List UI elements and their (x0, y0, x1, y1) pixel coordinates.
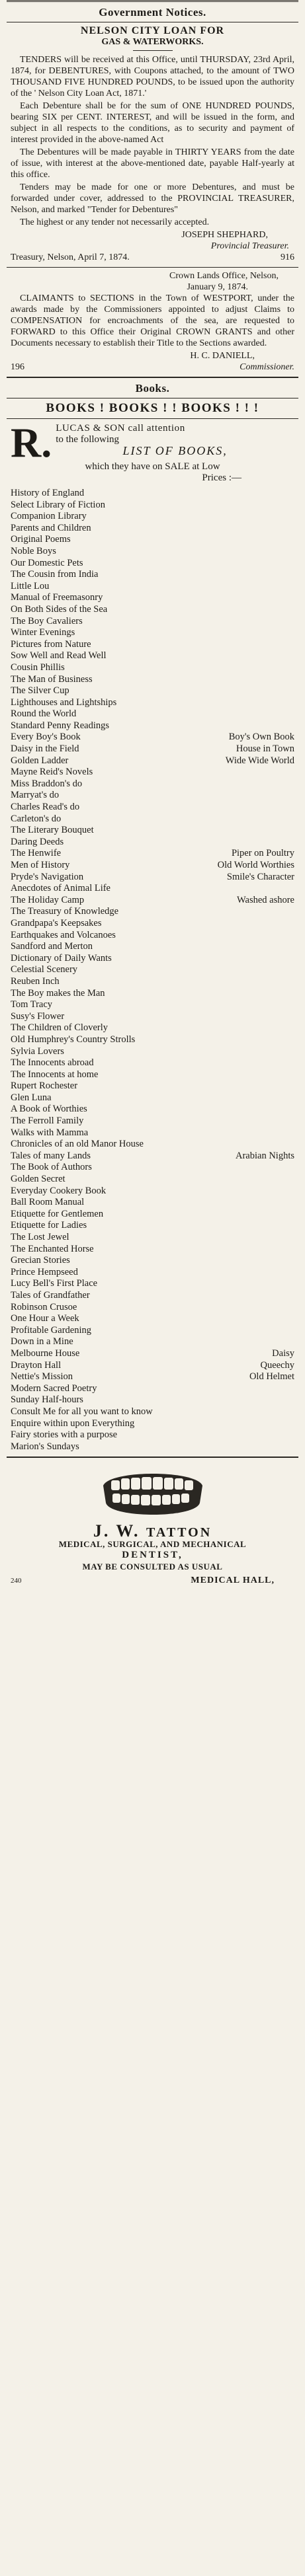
book-title: Etiquette for Gentlemen (11, 1208, 104, 1219)
book-title: Tom Tracy (11, 999, 53, 1010)
book-title: Susy's Flower (11, 1010, 65, 1022)
book-title: Melbourne House (11, 1347, 80, 1359)
book-title: Daisy in the Field (11, 743, 79, 755)
book-title: Boy's Own Book (228, 732, 294, 743)
dentist-line: MAY BE CONSULTED AS USUAL (82, 1562, 223, 1572)
book-title: Original Poems (11, 534, 71, 545)
loan-footer (11, 252, 294, 263)
book-list-row (11, 883, 294, 895)
loan-signatory-title: Provincial Treasurer. (210, 241, 289, 251)
book-title: Queechy (260, 1359, 294, 1371)
book-list-row (11, 1046, 294, 1058)
book-list-row (11, 1429, 294, 1441)
crown-signatory: H. C. DANIELL, (190, 351, 255, 361)
book-list-row (11, 581, 294, 593)
book-list-row (11, 1244, 294, 1256)
books-advertisement (3, 398, 302, 1453)
book-title: The Children of Cloverly (11, 1022, 108, 1034)
loan-signatory: JOSEPH SHEPHARD, (181, 230, 268, 240)
book-title: Everyday Cookery Book (11, 1185, 107, 1196)
book-title: Down in a Mine (11, 1336, 73, 1347)
book-list-row (11, 767, 294, 778)
book-list-row (11, 1011, 294, 1023)
book-list (3, 488, 302, 1453)
crown-date-line: January 9, 1874. (187, 282, 248, 292)
book-title: History of England (11, 488, 85, 498)
book-title: Tales of many Lands (11, 1150, 91, 1161)
book-list-row (11, 1255, 294, 1267)
book-title: Consult Me for all you want to know (11, 1406, 153, 1417)
book-list-row (11, 825, 294, 837)
book-list-row (11, 1022, 294, 1034)
book-title: The Innocents at home (11, 1069, 99, 1080)
book-list-row (11, 1371, 294, 1383)
book-list-row (11, 500, 294, 511)
book-list-row (11, 1197, 294, 1209)
book-title: Pictures from Nature (11, 638, 91, 650)
book-title: Glen Luna (11, 1092, 52, 1103)
book-title: Sandford and Merton (11, 941, 93, 952)
book-title: Daisy (272, 1347, 294, 1359)
loan-paragraph: The Debentures will be made payable in THIRTY YEARS from the date of issue, with interest at the above-mentioned date, payable Half-yearly at this office. (11, 147, 294, 180)
loan-advertisement (3, 22, 302, 267)
list-heading: LIST OF BOOKS, (122, 444, 228, 457)
book-list-row (11, 523, 294, 535)
book-title: Marryat's do (11, 790, 60, 801)
book-title: Smile's Character (226, 871, 294, 882)
book-title: Celestial Scenery (11, 964, 78, 975)
book-title: Charles Read's do (11, 802, 80, 813)
book-title: The Ferroll Family (11, 1116, 84, 1127)
book-title: Fairy stories with a purpose (11, 1429, 118, 1441)
book-title: Arabian Nights (236, 1150, 294, 1161)
book-title: Men of History (11, 860, 70, 870)
book-title: Old Helmet (249, 1371, 294, 1383)
book-list-row (11, 650, 294, 662)
book-list-row (11, 860, 294, 872)
book-list-row (11, 616, 294, 628)
book-list-row (11, 802, 294, 814)
book-list-row (11, 1406, 294, 1418)
book-list-row (11, 930, 294, 942)
book-title: The Literary Bouquet (11, 825, 94, 836)
section-heading-government: Government Notices. (99, 6, 206, 19)
book-list-row (11, 674, 294, 686)
book-title: Rupert Rochester (11, 1080, 78, 1092)
loan-ad-number: 916 (281, 252, 294, 262)
dentures-icon (97, 1466, 209, 1523)
section-heading-books: Books. (135, 382, 170, 395)
book-list-row (11, 1209, 294, 1221)
book-list-row (11, 964, 294, 976)
short-rule (133, 50, 173, 51)
book-title: Round the World (11, 708, 77, 720)
crown-footer (11, 361, 294, 373)
book-list-row (11, 488, 294, 500)
book-title: Sylvia Lovers (11, 1045, 64, 1057)
book-list-row (11, 1174, 294, 1186)
book-title: Old Humphrey's Country Strolls (11, 1034, 136, 1045)
book-list-row (11, 1057, 294, 1069)
loan-title: NELSON CITY LOAN FOR (80, 25, 225, 36)
book-list-row (11, 895, 294, 907)
book-title: Our Domestic Pets (11, 557, 83, 568)
book-title: Mayne Reid's Novels (11, 767, 93, 778)
book-list-row (11, 1348, 294, 1360)
loan-place-date: Treasury, Nelson, April 7, 1874. (11, 252, 130, 262)
book-title: The Innocents abroad (11, 1057, 94, 1069)
book-title: Piper on Poultry (231, 848, 294, 859)
book-title: Companion Library (11, 511, 87, 522)
book-list-row (11, 1360, 294, 1372)
dentist-location: MEDICAL HALL, (191, 1575, 275, 1586)
book-list-row (11, 1383, 294, 1395)
book-list-row (11, 755, 294, 767)
book-title: Reuben Inch (11, 975, 60, 987)
dentist-surname: TATTON (146, 1525, 212, 1540)
book-title: Daring Deeds (11, 836, 64, 847)
book-list-row (11, 1139, 294, 1151)
book-list-row (11, 941, 294, 953)
book-title: Little Lou (11, 580, 50, 591)
books-intro-line: LUCAS & SON call attention (56, 423, 185, 434)
book-title: Grandpapa's Keepsakes (11, 917, 102, 928)
book-title: Every Boy's Book (11, 732, 81, 743)
book-list-row (11, 1394, 294, 1406)
book-title: Drayton Hall (11, 1359, 62, 1371)
book-title: Golden Ladder (11, 755, 69, 766)
book-list-row (11, 558, 294, 570)
book-list-row (11, 814, 294, 825)
dentist-ad-number: 240 (11, 1577, 22, 1585)
book-list-row (11, 1220, 294, 1232)
books-sale-line: Prices :— (202, 473, 241, 483)
book-title: Noble Boys (11, 545, 56, 556)
loan-subtitle: GAS & WATERWORKS. (101, 37, 204, 47)
book-title: House in Town (236, 743, 294, 755)
book-list-row (11, 906, 294, 918)
book-list-row (11, 1034, 294, 1046)
dentist-initials: J. W. (93, 1521, 140, 1541)
book-title: Wide Wide World (225, 755, 294, 766)
book-list-row (11, 1278, 294, 1290)
book-title: The Book of Authors (11, 1162, 92, 1173)
book-title: Sow Well and Read Well (11, 650, 107, 662)
book-title: A Book of Worthies (11, 1104, 87, 1115)
book-title: Carleton's do (11, 813, 62, 824)
book-list-row (11, 953, 294, 965)
book-list-row (11, 1092, 294, 1104)
book-list-row (11, 720, 294, 732)
book-title: The Henwife (11, 848, 62, 859)
book-list-row (11, 1104, 294, 1116)
book-title: Golden Secret (11, 1174, 65, 1185)
book-title: Tales of Grandfather (11, 1289, 90, 1301)
book-list-row (11, 1336, 294, 1348)
book-list-row (11, 511, 294, 523)
book-title: Manual of Freemasonry (11, 592, 103, 603)
book-list-row (11, 662, 294, 674)
crown-lands-advertisement (3, 268, 302, 377)
book-title: Lucy Bell's First Place (11, 1278, 98, 1289)
book-title: One Hour a Week (11, 1313, 79, 1324)
book-title: Robinson Crusoe (11, 1301, 77, 1312)
book-title: Enquire within upon Everything (11, 1418, 135, 1429)
book-list-row (11, 872, 294, 884)
books-intro (3, 419, 302, 488)
dentist-line: MEDICAL, SURGICAL, AND MECHANICAL (58, 1539, 247, 1550)
book-list-row (11, 1127, 294, 1139)
book-list-row (11, 790, 294, 802)
crown-ad-number: 196 (11, 362, 24, 372)
book-title: Chronicles of an old Manor House (11, 1139, 144, 1150)
book-list-row (11, 1232, 294, 1244)
dentist-line: DENTIST, (122, 1550, 183, 1561)
book-title: Cousin Phillis (11, 662, 65, 673)
book-list-row (11, 697, 294, 709)
book-title: Dictionary of Daily Wants (11, 952, 112, 964)
book-list-row (11, 1313, 294, 1325)
book-title: Prince Hempseed (11, 1266, 78, 1277)
book-title: The Boy Cavaliers (11, 615, 83, 626)
book-list-row (11, 1290, 294, 1302)
book-list-row (11, 592, 294, 604)
book-list-row (11, 604, 294, 616)
book-list-row (11, 627, 294, 639)
book-list-row (11, 732, 294, 743)
book-title: Standard Penny Readings (11, 720, 110, 731)
book-list-row (11, 1151, 294, 1162)
book-list-row (11, 999, 294, 1011)
book-title: Marion's Sundays (11, 1441, 79, 1452)
crown-signatory-title: Commissioner. (240, 362, 294, 372)
drop-cap: R. (11, 419, 52, 466)
book-list-row (11, 569, 294, 581)
book-title: The Treasury of Knowledge (11, 906, 119, 917)
book-title: Winter Evenings (11, 627, 75, 638)
book-list-row (11, 988, 294, 1000)
book-title: On Both Sides of the Sea (11, 603, 108, 615)
book-list-row (11, 778, 294, 790)
loan-paragraph: Tenders may be made for one or more Debentures, and must be forwarded under cover, addressed to the PROVINCIAL TREASURER, Nelson, and marked "Tender for Debentures" (11, 182, 294, 215)
dentist-footer (11, 1575, 294, 1587)
book-list-row (11, 1069, 294, 1081)
book-list-row (11, 685, 294, 697)
book-title: Old World Worthies (217, 860, 294, 870)
book-title: Earthquakes and Volcanoes (11, 929, 116, 940)
book-list-row (11, 708, 294, 720)
book-title: Sunday Half-hours (11, 1394, 83, 1406)
book-title: Select Library of Fiction (11, 499, 105, 510)
book-title: The Enchanted Horse (11, 1243, 94, 1254)
crown-office-line: Crown Lands Office, Nelson, (169, 271, 279, 281)
book-title: Modern Sacred Poetry (11, 1383, 97, 1394)
book-list-row (11, 1325, 294, 1337)
books-sale-line: which they have on SALE at Low (85, 461, 220, 472)
book-list-row (11, 1116, 294, 1127)
book-title: Nettie's Mission (11, 1371, 73, 1383)
book-list-row (11, 546, 294, 558)
book-title: The Lost Jewel (11, 1232, 69, 1242)
book-list-row (11, 837, 294, 849)
book-title: The Cousin from India (11, 569, 99, 580)
book-title: Miss Braddon's do (11, 778, 83, 789)
book-list-row (11, 918, 294, 930)
book-title: Parents and Children (11, 522, 91, 533)
book-title: Anecdotes of Animal Life (11, 883, 110, 894)
book-list-row (11, 1267, 294, 1279)
book-list-row (11, 1162, 294, 1174)
dentist-name (11, 1521, 294, 1541)
book-title: Walks with Mamma (11, 1127, 89, 1138)
book-title: The Holiday Camp (11, 894, 85, 905)
book-title: Washed ashore (236, 894, 294, 905)
books-intro-line: to the following (56, 434, 120, 445)
book-title: Lighthouses and Lightships (11, 697, 117, 708)
book-list-row (11, 976, 294, 988)
book-title: The Silver Cup (11, 685, 69, 697)
book-title: Ball Room Manual (11, 1197, 85, 1208)
book-title: The Man of Business (11, 673, 93, 685)
book-list-row (11, 743, 294, 755)
book-list-row (11, 848, 294, 860)
book-list-row (11, 1418, 294, 1430)
crown-paragraph: CLAIMANTS to SECTIONS in the Town of WESTPORT, under the awards made by the Commissioners appointed to adjust Claims to COMPENSATION for encroachments of the sea, are requested to FORWARD to this Office their Original CROWN GRANTS and other Documents necessary to establish their Title to the Sections awarded. (11, 293, 294, 348)
book-title: Etiquette for Ladies (11, 1220, 87, 1231)
book-list-row (11, 1302, 294, 1314)
book-title: Pryde's Navigation (11, 871, 84, 882)
book-list-row (11, 639, 294, 651)
loan-paragraph: The highest or any tender not necessarily accepted. (20, 217, 210, 227)
books-banner: BOOKS ! BOOKS ! ! BOOKS ! ! ! (46, 401, 259, 415)
loan-paragraph: TENDERS will be received at this Office, until THURSDAY, 23rd April, 1874, for DEBENTURES, with Coupons attached, to the amount of TWO THOUSAND FIVE HUNDRED POUNDS, to be issued upon the authority of the ' Nelson City Loan Act, 1871.' (11, 55, 294, 98)
book-list-row (11, 1441, 294, 1453)
book-list-row (11, 1080, 294, 1092)
book-title: Profitable Gardening (11, 1324, 92, 1336)
dentist-advertisement (3, 1458, 302, 1591)
loan-paragraph: Each Debenture shall be for the sum of ONE HUNDRED POUNDS, bearing SIX per CENT. INTEREST, and will be issued in the form, and subject in all respects to the conditions, as to security and payment of interest provided in the above-named Act (11, 101, 294, 145)
book-list-row (11, 1186, 294, 1197)
book-list-row (11, 534, 294, 546)
book-title: The Boy makes the Man (11, 987, 105, 999)
book-title: Grecian Stories (11, 1255, 70, 1266)
